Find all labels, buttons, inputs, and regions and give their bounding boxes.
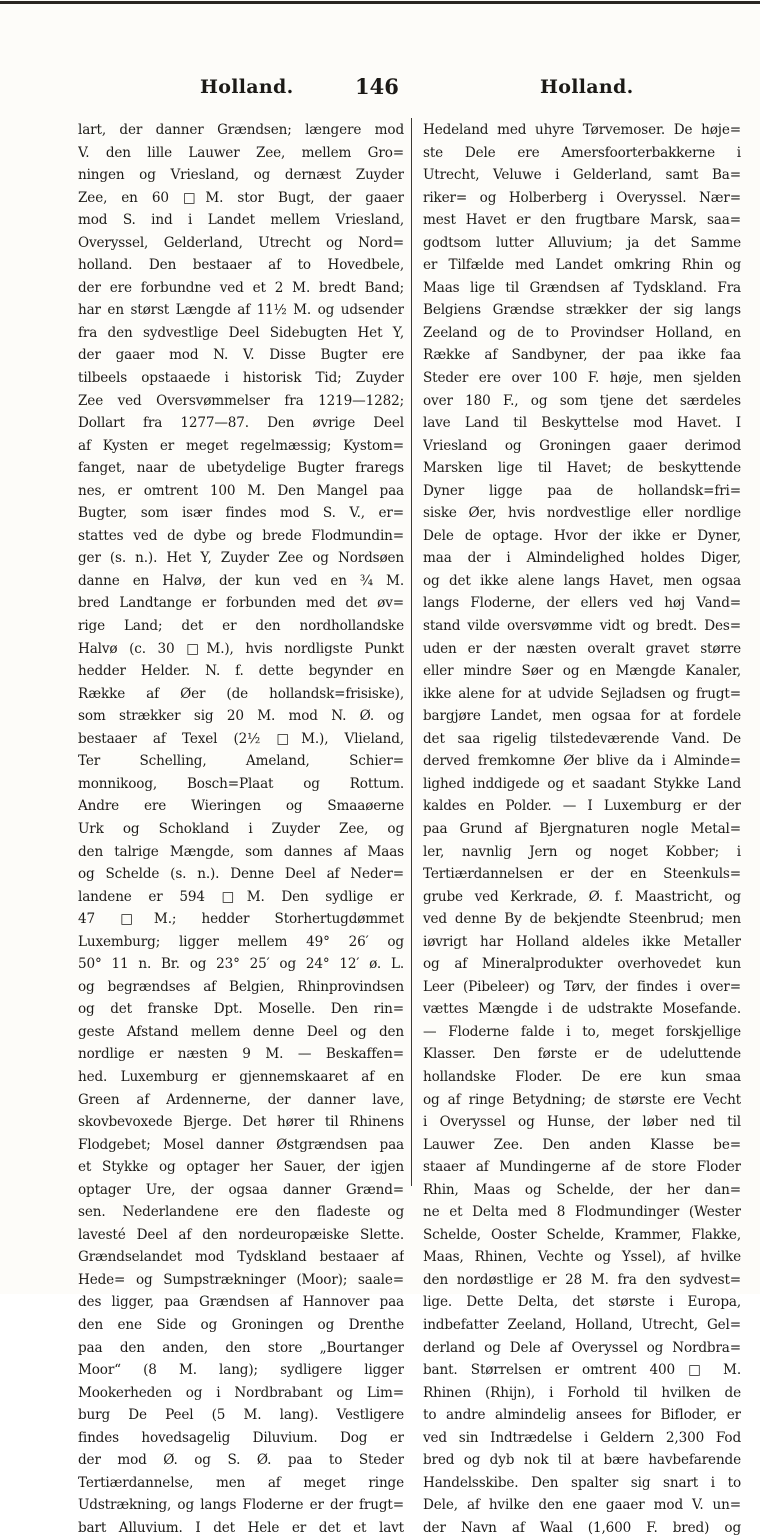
text-line: Zeeland og de to Provindser Holland, en: [423, 324, 741, 341]
text-line: hollandske Floder. De ere kun smaa: [423, 1068, 741, 1085]
text-line: og det franske Dpt. Moselle. Den rin=: [78, 1001, 404, 1018]
text-line: har en størst Længde af 11½ M. og udsender: [78, 302, 404, 319]
text-line: riker= og Holberberg i Overyssel. Nær=: [423, 189, 741, 206]
text-line: uden er der næsten overalt gravet større: [423, 640, 741, 657]
text-line: holland. Den bestaaer af to Hovedbele,: [78, 257, 404, 274]
text-line: der ere forbundne ved et 2 M. bredt Band;: [78, 279, 404, 296]
text-line: Urk og Schokland i Zuyder Zee, og: [78, 820, 404, 837]
text-line: Vriesland og Groningen gaaer derimod: [423, 437, 741, 454]
text-line: ikke alene for at udvide Sejladsen og frugt=: [423, 685, 741, 702]
text-line: Andre ere Wieringen og Smaaøerne: [78, 798, 404, 815]
text-line: maa der i Almindelighed holdes Diger,: [423, 550, 741, 567]
text-line: der gaaer mod N. V. Disse Bugter ere: [78, 347, 404, 364]
text-line: Green af Ardennerne, der danner lave,: [78, 1091, 404, 1108]
text-line: indbefatter Zeeland, Holland, Utrecht, Gel=: [423, 1316, 741, 1333]
text-line: grube ved Kerkrade, Ø. f. Maastricht, og: [423, 888, 741, 905]
text-line: Udstrækning, og langs Floderne er der frugt=: [78, 1497, 404, 1514]
text-line: Luxemburg; ligger mellem 49° 26′ og: [78, 933, 404, 950]
text-line: langs Floderne, der ellers ved høj Vand=: [423, 595, 741, 612]
text-line: ved sin Indtrædelse i Geldern 2,300 Fod: [423, 1429, 741, 1446]
text-line: bant. Størrelsen er omtrent 400 □ M.: [423, 1362, 741, 1379]
text-line: Belgiens Grændse strækker der sig langs: [423, 302, 741, 319]
text-line: kaldes en Polder. — I Luxemburg er der: [423, 798, 741, 815]
text-line: fra den sydvestlige Deel Sidebugten Het Y,: [78, 324, 404, 341]
text-line: Zee ved Oversvømmelser fra 1219—1282;: [78, 392, 404, 409]
text-line: lige. Dette Delta, det største i Europa,: [423, 1294, 741, 1311]
text-line: danne en Halvø, der kun ved en ¾ M.: [78, 572, 404, 589]
text-line: lave Land til Beskyttelse mod Havet. I: [423, 415, 741, 432]
text-line: nordlige er næsten 9 M. — Beskaffen=: [78, 1046, 404, 1063]
text-line: er Tilfælde med Landet omkring Rhin og: [423, 257, 741, 274]
text-line: godtsom lutter Alluvium; ja det Samme: [423, 234, 741, 251]
text-line: to andre almindelig ansees for Bifloder, er: [423, 1407, 741, 1424]
text-line: stattes ved de dybe og brede Flodmundin=: [78, 527, 404, 544]
text-line: geste Afstand mellem denne Deel og den: [78, 1023, 404, 1040]
text-line: over 180 F., og som tjene det særdeles: [423, 392, 741, 409]
header-right-title: Holland.: [540, 76, 634, 98]
page-number: 146: [355, 74, 399, 99]
text-line: skovbevoxede Bjerge. Det hører til Rhinens: [78, 1114, 404, 1131]
text-line: des ligger, paa Grændsen af Hannover paa: [78, 1294, 404, 1311]
text-line: lavesté Deel af den nordeuropæiske Slette.: [78, 1226, 404, 1243]
text-line: bart Alluvium. I det Hele er det et lavt: [78, 1519, 404, 1536]
text-line: i Overyssel og Hunse, der løber ned til: [423, 1114, 741, 1131]
text-line: og Schelde (s. n.). Denne Deel af Neder=: [78, 866, 404, 883]
text-line: Flodgebet; Mosel danner Østgrændsen paa: [78, 1136, 404, 1153]
text-line: derland og Dele af Overyssel og Nordbra=: [423, 1339, 741, 1356]
text-line: og af ringe Betydning; de største ere Vecht: [423, 1091, 741, 1108]
text-line: Grændselandet mod Tydskland bestaaer af: [78, 1249, 404, 1266]
text-line: ne et Delta med 8 Flodmundinger (Wester: [423, 1204, 741, 1221]
header-left-title: Holland.: [200, 76, 294, 98]
text-line: ningen og Vriesland, og dernæst Zuyder: [78, 167, 404, 184]
text-line: Handelsskibe. Den spalter sig snart i to: [423, 1474, 741, 1491]
text-line: Maas, Rhinen, Vechte og Yssel), af hvilke: [423, 1249, 741, 1266]
text-line: hed. Luxemburg er gjennemskaaret af en: [78, 1068, 404, 1085]
text-line: derved fremkomne Øer blive da i Alminde=: [423, 753, 741, 770]
text-line: eller mindre Søer og en Mængde Kanaler,: [423, 663, 741, 680]
text-line: der mod Ø. og S. Ø. paa to Steder: [78, 1452, 404, 1469]
text-line: et Stykke og optager her Sauer, der igjen: [78, 1159, 404, 1176]
text-line: siske Øer, hvis nordvestlige eller nordlige: [423, 505, 741, 522]
text-line: Hedeland med uhyre Tørvemoser. De høje=: [423, 122, 741, 138]
text-line: Ter Schelling, Ameland, Schier=: [78, 753, 404, 770]
text-line: mod S. ind i Landet mellem Vriesland,: [78, 212, 404, 229]
text-line: rige Land; det er den nordhollandske: [78, 618, 404, 635]
text-line: af Kysten er meget regelmæssig; Kystom=: [78, 437, 404, 454]
text-line: monnikoog, Bosch=Plaat og Rottum.: [78, 775, 404, 792]
right-text-column: [423, 119, 741, 1539]
text-line: fanget, naar de ubetydelige Bugter fraregs: [78, 460, 404, 477]
text-line: vættes Mængde i de udstrakte Mosefande.: [423, 1001, 741, 1018]
text-line: tilbeels opstaaede i historisk Tid; Zuyder: [78, 370, 404, 387]
text-line: 47 □M.; hedder Storhertugdømmet: [78, 911, 404, 928]
text-line: mest Havet er den frugtbare Marsk, saa=: [423, 212, 741, 229]
text-line: som strækker sig 20 M. mod N. Ø. og: [78, 708, 404, 725]
text-line: Række af Øer (de hollandsk=frisiske),: [78, 685, 404, 702]
text-line: burg De Peel (5 M. lang). Vestligere: [78, 1407, 404, 1424]
text-line: Dyner ligge paa de hollandsk=fri=: [423, 482, 741, 499]
text-line: V. den lille Lauwer Zee, mellem Gro=: [78, 144, 404, 161]
text-line: det saa rigelig tilstedeværende Vand. De: [423, 730, 741, 747]
text-line: Bugter, som især findes mod S. V., er=: [78, 505, 404, 522]
text-line: bestaaer af Texel (2½ □M.), Vlieland,: [78, 730, 404, 747]
text-line: nes, er omtrent 100 M. Den Mangel paa: [78, 482, 404, 499]
text-line: landene er 594 □M. Den sydlige er: [78, 888, 404, 905]
text-line: Klasser. Den første er de udeluttende: [423, 1046, 741, 1063]
text-line: Rhin, Maas og Schelde, der her dan=: [423, 1181, 741, 1198]
text-line: den nordøstlige er 28 M. fra den sydvest=: [423, 1271, 741, 1288]
text-line: Dollart fra 1277—87. Den øvrige Deel: [78, 415, 404, 432]
text-line: bred og dyb nok til at bære havbefarende: [423, 1452, 741, 1469]
text-line: ste Dele ere Amersfoorterbakkerne i: [423, 144, 741, 161]
text-line: ved denne By de bekjendte Steenbrud; men: [423, 911, 741, 928]
text-line: staaer af Mundingerne af de store Floder: [423, 1159, 741, 1176]
text-line: og det ikke alene langs Havet, men ogsaa: [423, 572, 741, 589]
column-divider: [411, 118, 412, 1186]
text-line: ler, navnlig Jern og noget Kobber; i: [423, 843, 741, 860]
text-line: der Navn af Waal (1,600 F. bred) og: [423, 1519, 741, 1536]
text-line: bred Landtange er forbunden med det øv=: [78, 595, 404, 612]
left-text-column: [78, 119, 404, 1539]
text-line: Utrecht, Veluwe i Gelderland, samt Ba=: [423, 167, 741, 184]
text-line: ger (s. n.). Het Y, Zuyder Zee og Nordsøen: [78, 550, 404, 567]
text-line: Schelde, Ooster Schelde, Krammer, Flakke,: [423, 1226, 741, 1243]
text-line: Marsken lige til Havet; de beskyttende: [423, 460, 741, 477]
text-line: 50° 11 n. Br. og 23° 25′ og 24° 12′ ø. L.: [78, 956, 404, 973]
text-line: Zee, en 60 □M. stor Bugt, der gaaer: [78, 189, 404, 206]
text-line: Halvø (c. 30 □M.), hvis nordligste Punkt: [78, 640, 404, 657]
text-line: Overyssel, Gelderland, Utrecht og Nord=: [78, 234, 404, 251]
text-line: og begrændses af Belgien, Rhinprovindsen: [78, 978, 404, 995]
text-line: findes hovedsagelig Diluvium. Dog er: [78, 1429, 404, 1446]
text-line: Dele de optage. Hvor der ikke er Dyner,: [423, 527, 741, 544]
text-line: Moor“ (8 M. lang); sydligere ligger: [78, 1362, 404, 1379]
running-header: [0, 74, 760, 104]
text-line: lighed inddigede og et saadant Stykke Land: [423, 775, 741, 792]
text-line: den talrige Mængde, som dannes af Maas: [78, 843, 404, 860]
text-line: den ene Side og Groningen og Drenthe: [78, 1316, 404, 1333]
text-line: stand vilde oversvømme vidt og bredt. Des=: [423, 618, 741, 635]
text-line: Række af Sandbyner, der paa ikke faa: [423, 347, 741, 364]
text-line: optager Ure, der ogsaa danner Grænd=: [78, 1181, 404, 1198]
text-line: Tertiærdannelse, men af meget ringe: [78, 1474, 404, 1491]
text-line: Tertiærdannelsen er der en Steenkuls=: [423, 866, 741, 883]
text-line: lart, der danner Grændsen; længere mod: [78, 122, 404, 138]
text-line: iøvrigt har Holland aldeles ikke Metaller: [423, 933, 741, 950]
text-line: Rhinen (Rhijn), i Forhold til hvilken de: [423, 1384, 741, 1401]
text-line: paa den anden, den store „Bourtanger: [78, 1339, 404, 1356]
text-line: sen. Nederlandene ere den fladeste og: [78, 1204, 404, 1221]
text-line: Lauwer Zee. Den anden Klasse be=: [423, 1136, 741, 1153]
text-line: Hede= og Sumpstrækninger (Moor); saale=: [78, 1271, 404, 1288]
text-line: Maas lige til Grændsen af Tydskland. Fra: [423, 279, 741, 296]
text-line: og af Mineralprodukter overhovedet kun: [423, 956, 741, 973]
text-line: Mookerheden og i Nordbrabant og Lim=: [78, 1384, 404, 1401]
top-edge-rule: [0, 1, 760, 4]
text-line: paa Grund af Bjergnaturen nogle Metal=: [423, 820, 741, 837]
text-line: Leer (Pibeleer) og Tørv, der findes i over=: [423, 978, 741, 995]
text-line: Dele, af hvilke den ene gaaer mod V. un=: [423, 1497, 741, 1514]
text-line: bargjøre Landet, men ogsaa for at fordele: [423, 708, 741, 725]
text-line: — Floderne falde i to, meget forskjellige: [423, 1023, 741, 1040]
text-line: Steder ere over 100 F. høje, men sjelden: [423, 370, 741, 387]
text-line: hedder Helder. N. f. dette begynder en: [78, 663, 404, 680]
